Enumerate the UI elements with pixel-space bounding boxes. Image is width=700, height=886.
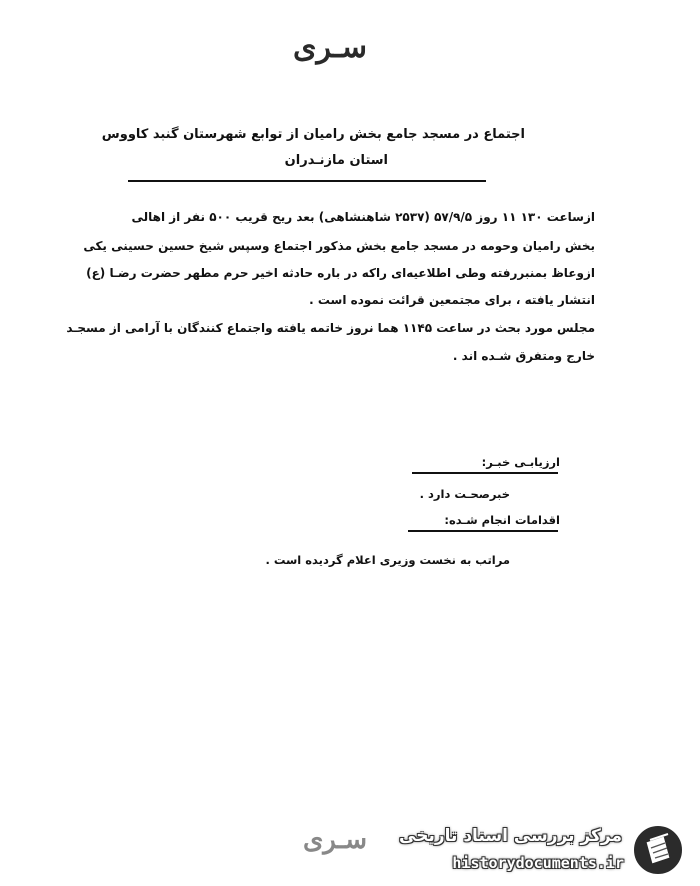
- title-underline: [128, 180, 486, 182]
- body-line-3: ازوعاظ بمنبررفته وطی اطلاعیه‌ای راکه در باره حادثه اخیر حرم مطهر حضرت رضـا (ع): [86, 266, 595, 280]
- watermark-title: مرکز بررسی اسناد تاریخی: [399, 826, 622, 846]
- body-line-6: خارج ومتفرق شـده اند .: [452, 349, 595, 363]
- news-assessment-underline: [412, 472, 558, 474]
- body-line-4: انتشار یافته ، برای مجتمعین قرائت نموده است .: [309, 293, 595, 307]
- actions-taken-underline: [408, 530, 558, 532]
- classification-stamp-bottom: سـری: [302, 825, 368, 855]
- body-line-5: مجلس مورد بحث در ساعت ۱۱۴۵ هما نروز خاتمه یافته واجتماع کنندگان با آرامی از مسجـد: [66, 321, 595, 335]
- watermark-url: historydocuments.ir: [452, 854, 624, 872]
- classification-stamp-top: سـری: [293, 30, 367, 65]
- site-watermark: [399, 818, 694, 884]
- archive-logo-icon: [630, 822, 686, 878]
- body-line-2: بخش رامیان وحومه در مسجد جامع بخش مذکور اجتماع وسپس شیخ حسین حسینی یکی: [83, 239, 595, 253]
- document-title: اجتماع در مسجد جامع بخش رامیان از توابع شهرستان گنبد کاووس: [101, 127, 525, 142]
- news-assessment-text: خبرصحـت دارد .: [419, 487, 510, 501]
- news-assessment-heading: ارزیابـی خبـر:: [481, 455, 560, 469]
- actions-taken-text: مراتب به نخست وزیری اعلام گردیده است .: [265, 553, 510, 567]
- actions-taken-heading: اقدامات انجام شـده:: [444, 513, 560, 527]
- body-line-1: ازساعت ۱۳۰ ۱۱ روز ۵۷/۹/۵ (۲۵۳۷ شاهنشاهی) بعد ریح قریب ۵۰۰ نفر از اهالی: [131, 210, 595, 224]
- document-subtitle: استان مازنـدران: [284, 153, 388, 168]
